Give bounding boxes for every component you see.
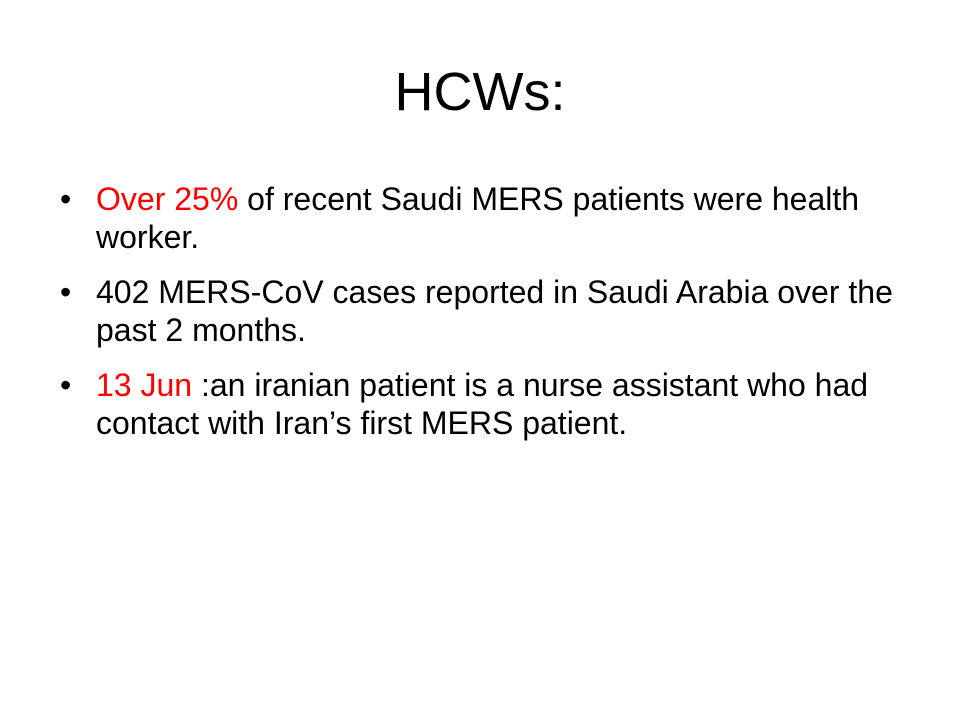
slide-title: HCWs: [394,62,566,122]
bullet-item [60,366,900,442]
bullet-text: 402 MERS-CoV cases reported in Saudi Arabia over the past 2 months. [96,274,893,348]
bullet-dot-icon: • [60,274,72,310]
bullet-text: :an iranian patient is a nurse assistant who had contact with Iran’s first MERS patient. [96,367,869,441]
bullet-dot-icon: • [60,181,72,217]
bullet-highlight: 13 Jun [96,367,193,403]
bullet-text: of recent Saudi MERS patients were health worker. [96,181,860,255]
bullet-highlight: Over 25% [96,181,239,217]
bullet-dot-icon: • [60,367,72,403]
bullet-item [60,273,900,349]
bullet-item [60,180,900,256]
bullet-list [60,180,900,459]
